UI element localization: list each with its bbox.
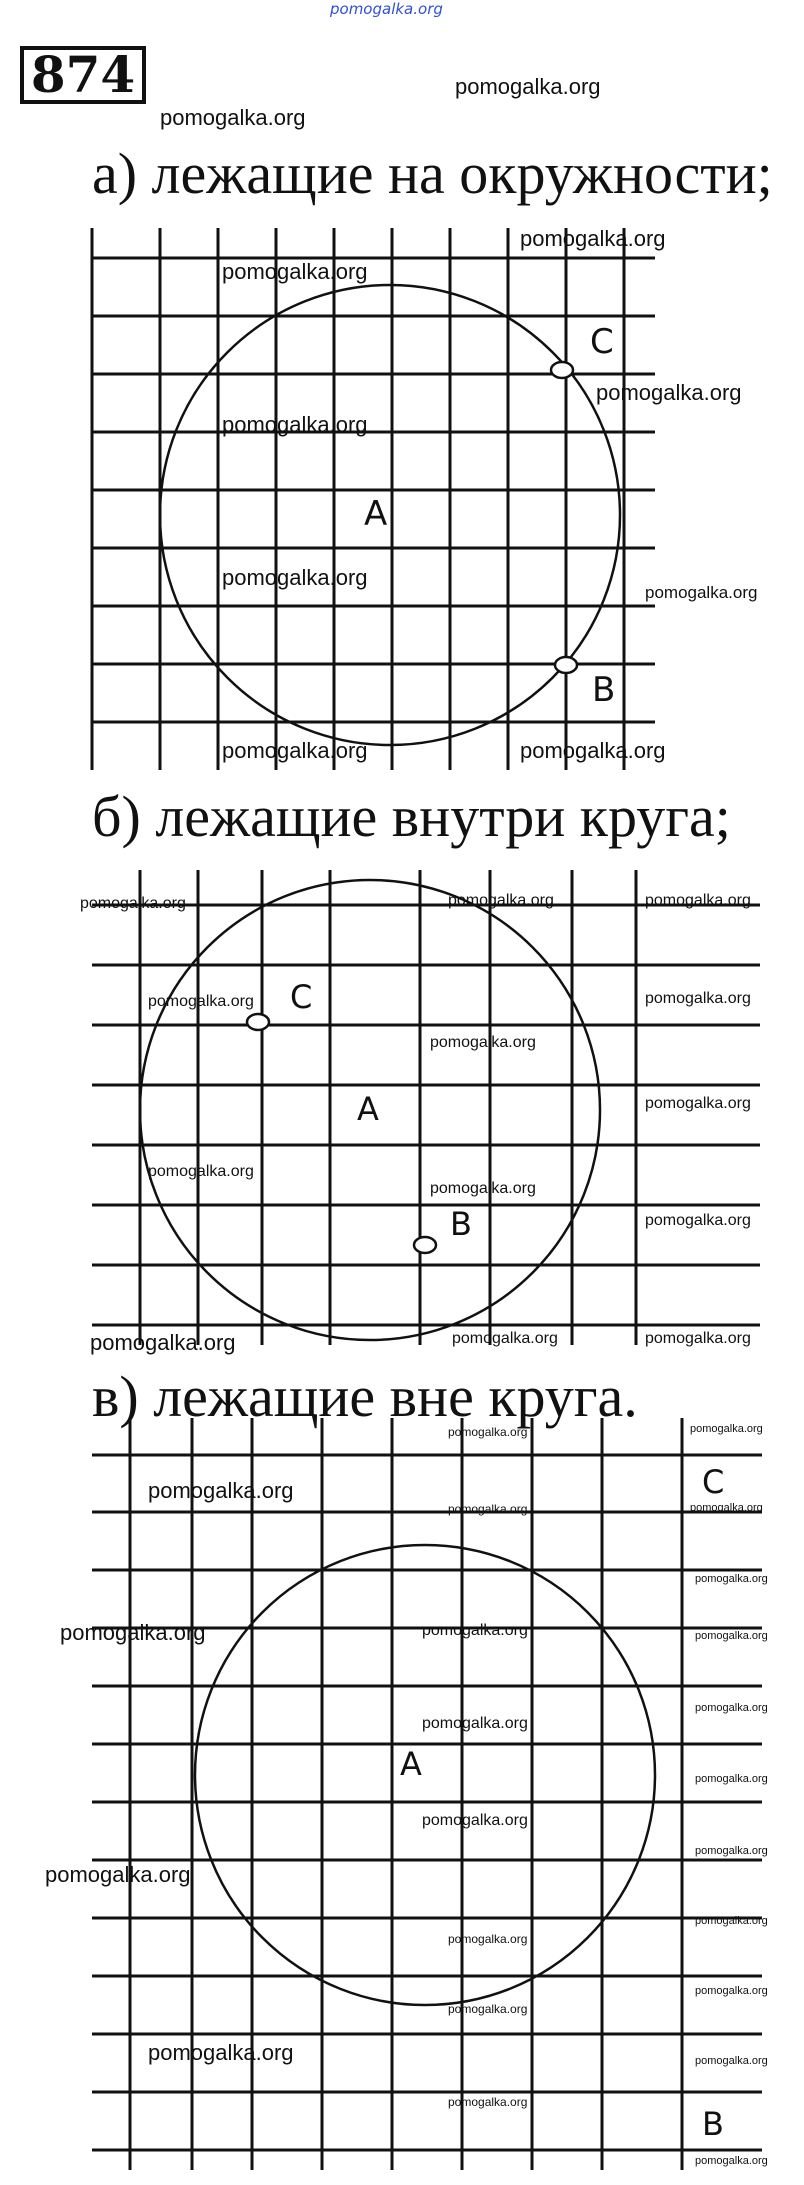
watermark: pomogalka.org <box>690 1423 763 1435</box>
watermark: pomogalka.org <box>222 565 368 590</box>
label-c-part-b: C <box>290 978 313 1016</box>
watermark: pomogalka.org <box>222 412 368 437</box>
problem-number: 874 <box>20 46 146 104</box>
watermark: pomogalka.org <box>645 990 751 1007</box>
watermark: pomogalka.org <box>45 1862 191 1887</box>
watermark: pomogalka.org <box>430 1034 536 1051</box>
watermark: pomogalka.org <box>222 738 368 763</box>
point-b-b <box>414 1237 436 1253</box>
watermark: pomogalka.org <box>695 1630 768 1642</box>
label-b-part-c: B <box>702 2105 724 2143</box>
watermark: pomogalka.org <box>90 1330 236 1355</box>
center-label-part-c: A <box>400 1745 422 1783</box>
top-watermark: pomogalka.org <box>330 0 443 18</box>
watermark: pomogalka.org <box>695 1702 768 1714</box>
watermark: pomogalka.org <box>148 1163 254 1180</box>
watermark: pomogalka.org <box>422 1622 528 1639</box>
watermark: pomogalka.org <box>60 1620 206 1645</box>
watermark: pomogalka.org <box>422 1812 528 1829</box>
watermark: pomogalka.org <box>695 1985 768 1997</box>
watermark: pomogalka.org <box>448 1932 528 1946</box>
watermark: pomogalka.org <box>695 1573 768 1585</box>
center-label-part-b: A <box>357 1090 379 1128</box>
watermark: pomogalka.org <box>695 2055 768 2067</box>
point-c-b <box>247 1014 269 1030</box>
label-b-part-a: B <box>592 670 616 710</box>
label-c-part-c: C <box>702 1463 725 1501</box>
watermark: pomogalka.org <box>148 2040 294 2065</box>
watermark: pomogalka.org <box>645 1095 751 1112</box>
watermark: pomogalka.org <box>80 895 186 912</box>
label-b-part-b: B <box>450 1205 472 1243</box>
watermark: pomogalka.org <box>448 2002 528 2016</box>
watermark: pomogalka.org <box>695 1915 768 1927</box>
watermark: pomogalka.org <box>160 105 306 130</box>
label-c-part-a: C <box>590 322 614 362</box>
watermark: pomogalka.org <box>148 993 254 1010</box>
watermark: pomogalka.org <box>645 1330 751 1347</box>
point-b-a <box>555 657 577 673</box>
watermark: pomogalka.org <box>430 1180 536 1197</box>
watermark: pomogalka.org <box>695 1845 768 1857</box>
watermark: pomogalka.org <box>455 74 601 99</box>
watermark: pomogalka.org <box>148 1478 294 1503</box>
watermark: pomogalka.org <box>422 1715 528 1732</box>
watermark: pomogalka.org <box>448 1425 528 1439</box>
watermark: pomogalka.org <box>645 892 751 909</box>
watermark: pomogalka.org <box>448 2095 528 2109</box>
watermark: pomogalka.org <box>596 380 742 405</box>
watermark: pomogalka.org <box>222 259 368 284</box>
watermark: pomogalka.org <box>520 738 666 763</box>
watermark: pomogalka.org <box>452 1330 558 1347</box>
watermark: pomogalka.org <box>448 892 554 909</box>
point-c-a <box>551 362 573 378</box>
center-label-part-a: A <box>364 494 388 534</box>
watermark: pomogalka.org <box>448 1502 528 1516</box>
watermark: pomogalka.org <box>695 1773 768 1785</box>
watermark: pomogalka.org <box>690 1502 763 1514</box>
heading-part-b: б) лежащие внутри круга; <box>92 784 731 849</box>
watermark: pomogalka.org <box>645 1212 751 1229</box>
watermark: pomogalka.org <box>645 583 758 602</box>
heading-part-c: в) лежащие вне круга. <box>92 1364 638 1429</box>
heading-part-a: а) лежащие на окружности; <box>92 141 773 206</box>
watermark: pomogalka.org <box>520 226 666 251</box>
watermark: pomogalka.org <box>695 2155 768 2167</box>
